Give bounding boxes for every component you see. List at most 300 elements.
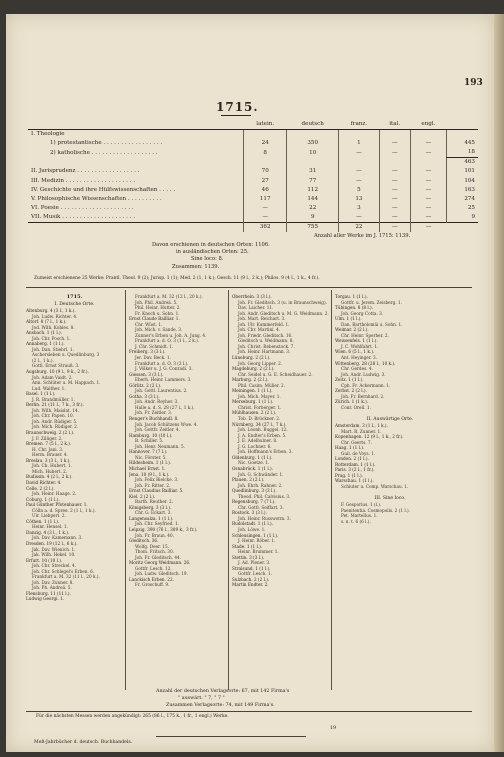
place-entry: Prag. 1 (1 l.). [335,472,363,478]
summary-cell: — [339,167,380,176]
publisher-entry: Joh. Chr. Papen. 10. [32,413,74,419]
place-entry: Kiel. 2 (2 l.). [129,493,156,499]
publisher-entry: Joh. Christ. Rebenstock. 7. [238,343,295,349]
place-entry: Gotha. 3 (3 l.). [129,393,160,399]
summary-row [28,186,478,195]
summary-row [28,158,478,168]
publisher-entry: Joh. Chr. Seyfried. 1. [135,521,180,527]
publisher-entry: Mich. Hubert. 2. [32,468,68,474]
place-entry: Freiberg. 3 (3 l.). [129,349,166,355]
place-entry: Stettin. 3 (3 l.). [232,554,265,560]
place-entry: Oberrhein. 3 (3 l.). [232,294,272,299]
forthcoming-note: Für die nächsten Messen werden angekündigt: 265 (86 l., 175 k., 1 fr., 1 engl.) Werke. [36,714,229,719]
summary-cell: — [244,213,287,223]
summary-header-row [28,120,478,130]
summary-row-label: II. Jurisprudenz . . . . . . . . . . . . . . . . . . [31,168,140,175]
summary-total-cell: 22 [339,223,380,233]
summary-cell: 10 [287,148,339,158]
place-entry: Ansbach. 1 (1 l.). [26,330,63,336]
publisher-entry: Joh. Gottfr. Zeitler. 4. [135,427,180,433]
summary-total-cell: — [379,223,410,233]
publisher-entry: Joh. Adam Vaidt. 2. [32,374,73,380]
summary-cell: — [244,204,287,213]
summary-row [28,130,478,140]
publisher-entry: Jak. Dav. Wienich. 1. [32,546,76,552]
summary-cell: 5 [339,186,380,195]
summary-cell: 46 [244,186,287,195]
summary-cell [379,130,410,140]
publisher-entry: Chr. Heinr. Sperber. 2. [341,332,389,338]
publisher-entry: Thom. Fritsch. 30. [135,549,175,555]
place-entry: Osnabrück. 1 (1 l.). [232,465,273,471]
place-entry: Ernst Claude Bailliar. 1. [129,316,180,322]
publisher-entry: Christ. Forberger. 1. [238,404,282,410]
place-entry: Stade. 1 (1 l.). [232,543,263,549]
publisher-entry: Joh. Ch. Hubert. 1. [32,463,72,469]
summary-cell [339,158,380,168]
publisher-entry: Lud. Walther. 1. [32,385,66,391]
publisher-entry: Jod. Wilh. Kohles. 8. [32,324,75,330]
summary-row-total: 104 [447,177,478,186]
publisher-entry: Joh. Chr. Posch. 1. [32,335,71,341]
place-entry: Mühlhausen. 2 (2 l.). [232,410,277,416]
publisher-entry: Joh. Fr. Zeitler. 3. [135,410,173,416]
place-entry: Rudolstadt. 1 (1 l.). [232,521,274,527]
place-entry: Gleditsch. 36. [129,538,159,544]
publisher-entry: Joh. Friedr. Gleditsch. 16. [238,332,293,338]
publisher-entry: Gleditsch u. Weidmann. 8. [238,338,294,344]
summary-row [28,204,478,213]
publisher-entry: Dav. Laicher. 11. [238,305,274,311]
summary-cell: — [379,139,410,148]
summary-cell [339,130,380,140]
place-entry: Basel. 1 (1 l.). [26,391,56,397]
summary-row-label: 2) katholische . . . . . . . . . . . . . . . . . . . [50,149,158,156]
publisher-entry: Ann. Schlüter u. M. Happach. 1. [32,380,101,386]
place-entry: Giessen. 3 (3 l.). [129,371,164,377]
summary-cell: — [379,195,410,204]
bottom-divider [26,711,472,712]
summary-cell: — [379,213,410,223]
summary-cell: — [379,167,410,176]
index-column-3 [232,294,329,694]
summary-cell: 13 [339,195,380,204]
publisher-entry: Gottl. Ernst Strauß. 3. [32,363,80,369]
publisher-entry: Joh. Andr. Gleditsch u. M. G. Weidmann. 2. [238,310,329,316]
place-entry: Zürich. 1 (1 k.). [335,399,369,405]
place-entry: Martin Endter. 2. [232,582,269,588]
summary-cell: — [379,186,410,195]
place-entry: Marburg. 2 (2 l.). [232,377,269,383]
place-entry: Sulzbach. 2 (2 l.). [232,576,270,582]
place-entry: Oldenburg. 1 (1 l.). [232,454,273,460]
place-entry: London. 2 (1 l.). [335,456,369,462]
column-year-heading: 1715. [66,294,83,300]
publisher-entry: Theod. Phil. Calvisius. 3. [238,493,291,499]
publisher-entry: Fr. Knoch u. Sohn. 1. [135,310,180,316]
signature-number: 19 [330,726,337,731]
summary-row-total: 163 [447,186,478,195]
publisher-entry: Joh. G. Schwänder. 1. [238,471,284,477]
top-divider [26,287,472,288]
messe-note: Zumeist erschienene 25 Werke: Prantl. Theol. 9 (2); Jurisp. 1 (1); Med. 2 (1, 1 k.); Gesch. 11 (9 l., 2 k.); Philos. 9 (4 l., 1 k., 4 fr.). [34,276,320,281]
publisher-entry: Halle a. d. S. 28 (27 l., 1 k.). [135,404,195,410]
publisher-entry: Chr. G. Eckart. 3. [135,510,172,516]
place-entry: Kopenhagen. 12 (9 l., 1 k., 2 fr.). [335,434,404,440]
place-entry: Weissenfels. 1 (1 l.). [335,338,378,344]
publisher-entry: Joh. Chr. Schlegel's Erben. 6. [32,568,95,574]
place-entry: Nürnberg. 34 (27 l., 7 k.). [232,421,287,427]
publisher-entry: Joh. Henr. Neumann. 5. [135,443,185,449]
publisher-entry: Joh. Georg Lipper. 2. [238,360,283,366]
summary-row-label [28,158,244,168]
summary-row [28,177,478,186]
place-entry: Hannover. 7 (7 l.). [129,449,168,455]
place-entry: Tübingen. 8 (8 l.). [335,305,373,311]
place-entry: Bremen. 7 (5 l., 2 k.). [26,441,72,447]
summary-cell: — [410,177,447,186]
summary-cell: 27 [244,177,287,186]
summary-row-label: VI. Poesie . . . . . . . . . . . . . . . . . . . . . [31,204,134,211]
place-entry: Regensburg. 7 (7 l.). [232,499,276,505]
publisher-entry: Ulr. Liebpert. 2. [32,513,66,519]
column-section-heading: I. Deutsche Orte. [54,302,95,307]
publisher-entry: Jak. Wilh. Hekel. 10. [32,552,76,558]
summary-cell: — [379,204,410,213]
foreign-places-note: in ausländischen Orten: 25. [176,249,249,255]
summary-cell: — [410,195,447,204]
place-entry: Augsburg. 10 (9 l., 9 k., 2 fr.). [26,369,89,375]
publisher-entry: Joh. Fr. Gleditsch. 44. [135,554,182,560]
summary-row [28,148,478,158]
publisher-entry: Heinr. Hensel. 1. [32,524,68,530]
col-header-german: deutsch [287,120,339,130]
place-entry: Michael Ernst. 1. [129,465,166,471]
summary-row [28,139,478,148]
publisher-entry: Joh. Gottl. Laurentius. 2. [135,388,188,394]
summary-cell: 31 [287,167,339,176]
col-header-italian: ital. [379,120,410,130]
publisher-entry: Pet. Martellus. 1. [341,513,378,519]
publisher-entry: Joh. Georg Cotta. 3. [341,310,384,316]
place-entry: Ulm. 1 (1 l.). [335,316,362,322]
place-entry: Weimar. 2 (2 l.). [335,327,369,333]
publisher-entry: Joh. Heinr. Russworm. 3. [238,515,291,521]
publisher-entry: J. G. Lochner. 6. [238,443,272,449]
place-entry: Paul Günther Pfotenhauer. 1. [26,502,88,508]
publisher-entry: Joh. Fr. Braun. 40. [135,532,174,538]
page-number: 193 [464,78,483,88]
summary-row [28,167,478,176]
publisher-entry: Joh. Fr. Gleditsch. 3 (u. in Braunschweig). [238,299,327,305]
publisher-entry: Gottfr. Lesch. 1. [238,571,273,577]
publisher-entry: Joh. Ulr. Kummerfeld. 1. [238,321,290,327]
place-entry: Paris. 3 (2 l., 1 fr.). [335,467,375,473]
place-entry: Lanckisch Erben. 22. [129,576,174,582]
place-entry: Stralsund. 1 (1 l.). [232,565,271,571]
publisher-entry: Heinr. Brummer. 1. [238,549,279,555]
publisher-entry: (2 l., 1 k.). [32,357,54,363]
publisher-entry: Frankfurt a. d. O. 3 (1 l., 2 k.). [135,338,200,344]
place-entry: Hamburg. 10 (10 l.). [129,432,173,438]
publisher-entry: Cölln a. d. Spree. 2 (1 l., 1 k.). [32,507,96,513]
column-divider [228,290,229,690]
publisher-entry: Joh. Wilh. Maislat. 14. [32,407,79,413]
publisher-entry: Joh. Felix Bielcke. 3. [135,477,179,483]
publisher-entry: Joh. Chr. Streckel. 4. [32,563,77,569]
publisher-entry: Joh. Andr. Rüdiger. 5. [32,418,78,424]
summary-row [28,213,478,223]
place-entry: Moritz Georg Weidmann. 26. [129,560,191,566]
summary-total-cell: — [410,223,447,233]
summary-cell [244,130,287,140]
summary-cell: 77 [287,177,339,186]
summary-totals-row [28,223,478,233]
summary-cell: — [379,177,410,186]
column-section-heading: II. Auswärtige Orte. [366,416,414,422]
publisher-entry: Wolfg. Deer. 15. [135,543,169,549]
summary-cell: 8 [244,148,287,158]
publisher-entry: Nic. Goetze. 1. [238,460,270,466]
place-entry: Jena. 10 (9 l., 1 k.). [129,471,170,477]
summary-row-total: 9 [447,213,478,223]
place-entry: Ludwig Georgi. 1. [26,596,65,602]
place-entry: Altorf. 8 (7 l., 1 k.). [26,319,67,325]
index-column-1 [26,294,123,694]
summary-total-cell: 362 [244,223,287,233]
col-header-latin: latein. [244,120,287,130]
place-entry: Haag. 1 (1 l.). [335,445,365,451]
place-entry: Breslau. 3 (3 l., 1 k.). [26,457,71,463]
col-header-english: engl. [410,120,447,130]
publisher-entry: Jer. Dav. Beck. 1. [135,355,171,361]
summary-row-label: III. Medizin . . . . . . . . . . . . . . . . . . . . [31,177,136,184]
summary-cell: 24 [244,139,287,148]
publisher-entry: Joh. Dan. Stiebrl. 1. [32,346,74,352]
place-entry: Erfurt. 10 (10 l.). [26,557,63,563]
publisher-entry: Phil. Casim. Müller. 2. [238,382,286,388]
col-header-french: franz. [339,120,380,130]
sine-loco-note: Sine loco: 8. [191,256,224,262]
place-entry: Celle. 2 (2 l.). [26,485,55,491]
publisher-entry: B. Schiller. 5. [135,438,164,444]
publisher-entry: J. Völker u. J. G. Conradi. 3. [135,366,193,372]
summary-row-label: V. Philosophische Wissenschaften . . . . . . . . . . [31,195,162,202]
publisher-entry: Joh. Mich. Mayer. 1. [238,393,281,399]
publisher-entry: Joh. Andr. Reyher. 3. [135,399,179,405]
summary-cell: — [410,204,447,213]
place-entry: Zeitz. 1 (1 l.). [335,377,364,383]
summary-row-label: IV. Geschichte und ihre Hülfswissenschaften . . . . . [31,186,176,193]
publisher-entry: Joh. Fr. Bernhard. 2. [341,393,385,399]
summary-cell: 144 [287,195,339,204]
summary-cell [244,158,287,168]
summary-cell: — [410,213,447,223]
place-entry: Quedlinburg. 3 (3 l.). [232,488,277,494]
summary-cell: — [339,213,380,223]
publisher-entry: Chr. Geerts. 7. [341,439,372,445]
place-entry: Wittenberg. 28 (28 l., 10 k.). [335,360,396,366]
summary-row-total: 18 [447,148,478,158]
index-column-4 [335,294,445,694]
publisher-entry: Dan. Bartholomäi u. Sohn. 1. [341,321,403,327]
place-entry: Leipzig. 390 (76 l., 309 k., 3 fr.). [129,526,198,532]
summary-row-total [447,130,478,140]
publisher-entry: Frankfurt a. d. O. 3 (3 l.). [135,360,189,366]
summary-row-label: VII. Musik . . . . . . . . . . . . . . . . . . . . . [31,213,136,220]
publisher-entry: Chr. Seidel u. G. E. Scheidhauer. 2. [238,371,313,377]
publisher-entry: Barth. Reuther. 2. [135,499,174,505]
place-entry: Königsberg. 3 (3 l.). [129,504,172,510]
publisher-entry: Cph. Fr. Ackermann. 1. [341,382,391,388]
publisher-entry: Joh. Ph. Andreä. 5. [32,585,72,591]
place-entry: Flensburg. 11 (11 l.). [26,590,71,596]
place-entry: Magdeburg. 2 (2 l.). [232,366,275,372]
publisher-entry: Joh. Phil. Andreä. 5. [135,299,178,305]
publisher-entry: Chr. Gerdes. 4. [341,366,373,372]
summary-row-label: I. Theologie [31,131,65,138]
publisher-entry: Gottfr. Lesch. 12. [135,565,172,571]
publisher-entry: Joh. Fr. Ritter. 2. [135,482,171,488]
publisher-entry: Joh. Heinr. Haage. 2. [32,491,77,497]
publisher-entry: Joh. Hoffmann's Erben. 3. [238,449,293,455]
publisher-entry: Gottfr. u. Jerem. Zeisberg. 1. [341,299,402,305]
place-entry: Altenburg. 4 (3 l., 1 k.). [26,308,76,313]
summary-cell: 9 [287,213,339,223]
place-entry: Merseburg. 1 (1 l.). [232,399,274,405]
publisher-entry: Nic. Förster. 5. [135,454,167,460]
publisher-entry: J. Ad. Plener. 3. [238,560,271,566]
publisher-entry: Herm. Brauer. 4. [32,452,68,458]
summary-row [28,195,478,204]
summary-cell: — [379,148,410,158]
place-entry: Warschau. 1 (1 l.). [335,478,374,484]
page-title: 1715. [216,100,259,114]
publisher-entry: J. A. Endter's Erben. 5. [238,432,287,438]
publisher-entry: J. Chr. Schmidt. 1. [135,343,174,349]
signature-rule [156,736,306,737]
summary-row-total: 25 [447,204,478,213]
place-entry: Rostock. 3 (3 l.). [232,510,267,516]
publisher-entry: Schluter u. Comp. Warschau. 1. [341,484,409,489]
place-entry: Dresden. 19 (12 l., 6 k.). [26,540,78,546]
summary-cell: 22 [287,204,339,213]
publisher-entry: Aschersleben u. Quedlinburg. 3 [32,352,100,358]
publisher-entry: Frankfurt a. M. 32 (12 l., 20 k.). [135,294,203,299]
publishing-places-foreign: " auswärt. " 7, " 7 " [178,696,225,701]
place-entry: Wien. 6 (5 l., 1 k.). [335,349,375,355]
summary-cell: — [410,167,447,176]
place-entry: Rotterdam. 1 (1 l.). [335,461,376,467]
summary-cell: — [410,139,447,148]
place-entry: Cöthen. 1 (1 l.). [26,518,60,524]
place-entry: Meiningen. 1 (1 l.). [232,388,273,394]
publisher-entry: Joh. Andr. Ludwig. 3. [341,371,386,377]
place-entry: Torgau. 1 (1 l.). [335,294,368,299]
place-entry: Berlin. 21 (11 l., 7 k., 3 fr.). [26,402,84,408]
publisher-entry: H. Chr. Jani. 3. [32,446,64,452]
column-section-heading: III. Sine loco. [374,496,406,502]
column-divider [125,290,126,690]
place-entry: Ernst Claudius Bailliar. 5. [129,488,184,494]
place-entry: Budissin. 4 (2 l., 2 k.). [26,474,73,480]
book-edge [494,14,504,752]
publisher-entry: Joh. Chr. Martini. 4. [238,327,281,333]
publisher-entry: Joh. Löwe. 1. [238,526,266,532]
summary-total-cell: 755 [287,223,339,233]
publisher-entry: Fr. Groschuff. 9. [135,582,170,588]
publisher-entry: Joh. Ludw. Gleditsch. 19. [135,571,188,577]
together-note: Zusammen: 1139. [172,264,220,270]
summary-cell: 117 [244,195,287,204]
title-underline [221,115,251,116]
place-entry: Annaberg. 1 (1 l.). [26,341,65,347]
summary-cell: — [410,186,447,195]
publisher-entry: s. n. t. 6 (6 l.). [341,518,371,524]
summary-cell [379,158,410,168]
publisher-entry: Ant. Heyinger. 3. [341,355,377,361]
summary-cell [287,130,339,140]
publisher-entry: Joh. Heinr. Hartmann. 3. [238,349,291,355]
publisher-entry: Paenitentia. Cosmopolis. 2 (1 l.). [341,507,410,513]
place-entry: Renger's Buchhandl. 8. [129,416,179,422]
bottom-left-label: Meß-Jahrbücher d. deutsch. Buchhandels. [34,740,133,745]
summary-cell [410,130,447,140]
publisher-entry: Joh. Ehrh. Rahner. 2. [238,482,283,488]
place-entry: Plauen. 2 (2 l.). [232,477,265,483]
publisher-entry: Chr. Wüst. 1. [135,321,163,327]
summary-table [28,120,478,232]
summary-cell: — [410,148,447,158]
publisher-entry: Conr. Orell. 1. [341,404,371,410]
place-entry: Danzig. 4 (3 l., 1 k.). [26,529,70,535]
publisher-entry: Joh. Mich. v. Sande. 3. [135,327,183,333]
summary-cell: 112 [287,186,339,195]
summary-cell: 1 [339,139,380,148]
place-entry: Zerbst. 2 (2 l.). [335,388,367,394]
publisher-entry: Mart. B. Zunner. 1. [341,428,382,434]
publishing-places-german: Anzahl der deutschen Verlagsorte: 67, mit 142 Firma's [156,689,290,694]
publisher-entry: Joh. Mich. Rüdiger. 2. [32,424,79,430]
publisher-entry: J. C. Wohlfahrt. 1. [341,343,379,349]
publisher-entry: J. E. Adelbulner. 8. [238,438,278,444]
publisher-entry: Joh. Mart. Reichart. 3. [238,316,286,322]
summary-row-total: 445 [447,139,478,148]
publisher-entry: F. Gesporius. 1 (l.). [341,502,382,508]
place-entry: Hildesheim. 1 (1 l.). [129,460,172,466]
place-entry: Görlitz. 2 (2 l.). [129,382,162,388]
publisher-entry: Frankfurt a. M. 32 (11 l., 20 k.). [32,574,100,580]
place-entry: Amsterdam. 3 (1 l., 1 k.). [335,422,388,428]
publisher-entry: Guil. de Voys. 1. [341,450,376,456]
publisher-entry: Joh. Dav. Kamemann. 3. [32,535,83,541]
publisher-entry: Joh. Jacob Schützens Wwe. 4. [135,421,198,427]
place-entry: Coburg. 1 (1 l.). [26,496,60,502]
summary-cell: — [339,148,380,158]
publisher-entry: J. F. Zilliger. 2. [32,435,63,441]
publisher-entry: Joh. Leonh. Buggel. 12. [238,427,288,433]
place-entry: Schleusingen. 1 (1 l.). [232,532,279,538]
column-divider [331,290,332,690]
publisher-entry: Eberh. Heinr. Lammers. 3. [135,377,192,383]
publisher-entry: J. R. Brandmüller. 1. [32,396,75,402]
publisher-entry: Joh. Dav. Zunner. 8. [32,579,74,585]
total-works-note: Anzahl aller Werke im J. 1715: 1139. [314,233,411,239]
publishing-places-total: Zusammen Verlagsorte: 74, mit 149 Firma's. [166,703,275,708]
place-entry: Langensalza. 1 (1 l.). [129,515,174,521]
publisher-entry: Joh. Ludw. Richter. 4. [32,313,78,319]
page-sheet [6,14,494,752]
